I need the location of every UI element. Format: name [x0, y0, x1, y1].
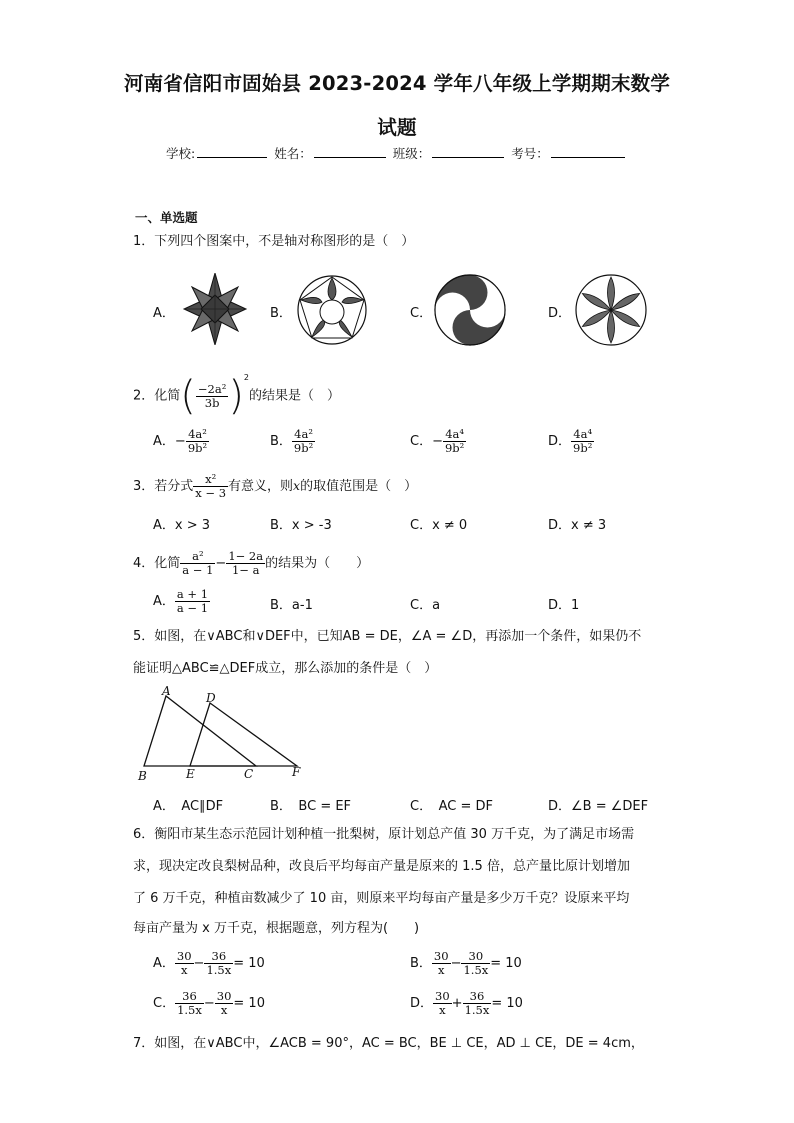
label-e: E [186, 767, 195, 781]
numerator: 36 [204, 950, 233, 964]
q2-option-a[interactable] [153, 428, 209, 455]
equals: = 10 [233, 996, 265, 1011]
option-label: D． [548, 434, 572, 449]
question-6-line-4: 每亩产量为 x 万千克，根据题意，列方程为( ) [133, 921, 420, 936]
option-label: A． [153, 434, 175, 449]
minus-sign: − [432, 434, 443, 449]
numerator: 4a⁴ [443, 428, 466, 442]
denominator: 1.5x [177, 1003, 202, 1017]
denominator: 9b² [573, 441, 593, 455]
number-label: 考号： [511, 146, 549, 161]
question-7-line-1: 7．如图，在∨ABC中，∠ACB = 90°，AC = BC，BE ⊥ CE，AD ⊥ CE，DE = 4cm， [133, 1036, 644, 1051]
q6-option-d[interactable] [410, 990, 523, 1017]
question-6-line-1: 6．衡阳市某生态示范园计划种植一批梨树，原计划总产值 30 万千克，为了满足市场需 [133, 827, 635, 842]
operator: − [193, 956, 205, 971]
section-heading: 一、单选题 [135, 210, 198, 225]
option-label: B． [270, 434, 292, 449]
q3-variable: x [293, 478, 301, 493]
operator: + [451, 996, 463, 1011]
minus-sign: − [174, 434, 186, 449]
q3-option-d[interactable]: D．x ≠ 3 [548, 518, 607, 533]
question-3-stem [133, 473, 417, 500]
q3-suffix: 有意义，则 [228, 479, 294, 494]
numerator: a + 1 [176, 587, 209, 601]
q3-prefix: 3．若分式 [133, 479, 194, 494]
denominator: 9b² [187, 441, 208, 455]
q2-prefix: 2．化简 [133, 388, 181, 404]
pentagon-petal-circle-icon [296, 274, 368, 346]
question-5-line-2: 能证明△ABC≌△DEF成立，那么添加的条件是（ ） [133, 661, 438, 676]
label-c: C [244, 767, 254, 781]
q5-triangles-figure [134, 686, 309, 786]
question-1-stem: 1．下列四个图案中，不是轴对称图形的是（ ） [133, 234, 415, 249]
eight-point-star-icon [176, 273, 254, 345]
q2-option-c[interactable] [410, 428, 466, 455]
option-label: A． [153, 594, 175, 609]
denominator: 9b² [293, 441, 314, 455]
page-title-line2: 试题 [377, 116, 417, 139]
school-label: 学校: [166, 146, 196, 161]
numerator: 36 [463, 990, 492, 1004]
numerator: x² [193, 473, 228, 487]
q2-denominator: 3b [204, 395, 220, 410]
label-d: D [206, 691, 216, 705]
option-label: C． [410, 434, 433, 449]
denominator: x − 3 [195, 486, 227, 500]
label-b: B [138, 769, 147, 783]
q2-numerator: −2a² [197, 381, 227, 396]
equals: = 10 [490, 956, 522, 971]
numerator: 1− 2a [228, 549, 264, 563]
number-field[interactable] [551, 145, 625, 158]
name-field[interactable] [314, 145, 386, 158]
numerator: 4a⁴ [571, 428, 594, 442]
q2-option-b[interactable] [270, 428, 315, 455]
numerator: 36 [175, 990, 204, 1004]
q3-fraction [193, 473, 228, 500]
denominator: x [439, 1003, 446, 1017]
name-label: 姓名： [274, 146, 312, 161]
option-label: D． [410, 996, 434, 1011]
q4-fraction-2 [226, 550, 265, 577]
q5-option-c[interactable]: C． AC = DF [410, 799, 493, 814]
q2-suffix: 的结果是（ ） [249, 388, 341, 404]
denominator: x [180, 963, 188, 977]
q6-option-b[interactable] [410, 950, 522, 977]
question-4-stem [133, 550, 369, 577]
option-label: A． [153, 956, 175, 971]
class-label: 班级： [392, 146, 431, 161]
label-a: A [162, 686, 171, 698]
q6-option-c[interactable] [153, 990, 265, 1017]
numerator: 30 [176, 949, 192, 963]
q1-option-b-label: B． [270, 306, 292, 321]
denominator: x [220, 1003, 228, 1017]
q1-option-d-label: D． [548, 306, 572, 321]
q3-option-c[interactable]: C．x ≠ 0 [410, 518, 468, 533]
denominator: 1− a [231, 563, 260, 577]
question-5-line-1: 5．如图，在∨ABC和∨DEF中，已知AB = DE，∠A = ∠D，再添加一个条件，如果仍不 [133, 629, 642, 644]
denominator: a − 1 [182, 563, 214, 577]
numerator: 30 [461, 950, 490, 964]
q4-suffix: 的结果为（ ） [265, 556, 370, 571]
q4-option-b[interactable]: B．a-1 [270, 598, 313, 613]
q4-prefix: 4．化简 [133, 556, 181, 571]
option-label: B． [410, 956, 432, 971]
equals: = 10 [491, 996, 523, 1011]
six-petal-flower-icon [574, 273, 648, 347]
page-title: 河南省信阳市固始县 2023-2024 学年八年级上学期期末数学 [123, 72, 671, 95]
q4-option-a[interactable] [153, 588, 210, 615]
q4-option-c[interactable]: C．a [410, 598, 441, 613]
q5-option-a[interactable]: A． AC∥DF [153, 799, 224, 814]
q2-fraction [196, 383, 228, 410]
class-field[interactable] [432, 145, 504, 158]
q5-option-b[interactable]: B． BC = EF [270, 799, 352, 814]
question-2-stem: 2．化简( $\frac{\text{−2a²}}{3b}$ )$^2$的结果是（ ） [133, 373, 341, 419]
denominator: 1.5x [463, 963, 489, 977]
numerator: a² [180, 550, 215, 564]
denominator: 9b² [444, 441, 465, 455]
denominator: a − 1 [176, 601, 209, 615]
q3-option-a[interactable]: A．x > 3 [153, 518, 211, 533]
q4-option-d[interactable]: D．1 [548, 598, 580, 613]
student-info-row [166, 144, 628, 162]
numerator: 30 [435, 989, 450, 1003]
numerator: 30 [216, 989, 232, 1003]
denominator: x [437, 963, 445, 977]
q6-option-a[interactable] [153, 950, 265, 977]
label-f: F [292, 765, 301, 779]
q2-option-d[interactable] [548, 428, 594, 455]
question-6-line-3: 了 6 万千克，种植亩数减少了 10 亩，则原来平均每亩产量是多少万千克？设原来平均 [133, 891, 630, 906]
triangle-abc [144, 696, 256, 766]
question-6-line-2: 求，现决定改良梨树品种，改良后平均每亩产量是原来的 1.5 倍，总产量比原计划增加 [133, 859, 630, 874]
operator: − [450, 956, 462, 971]
q5-option-d[interactable]: D．∠B = ∠DEF [548, 799, 649, 814]
q1-option-a-label: A． [153, 306, 175, 321]
denominator: 1.5x [464, 1003, 490, 1017]
denominator: 1.5x [206, 963, 232, 977]
q1-option-c-label: C． [410, 306, 433, 321]
minus-sign: − [215, 556, 227, 571]
school-field[interactable] [197, 145, 267, 158]
equals: = 10 [233, 956, 265, 971]
numerator: 30 [433, 949, 449, 963]
q3-suffix2: 的取值范围是（ ） [300, 479, 418, 494]
operator: − [203, 996, 215, 1011]
q4-fraction-1 [180, 550, 215, 577]
q2-exponent: 2 [243, 373, 250, 383]
q3-option-b[interactable]: B．x > -3 [270, 518, 332, 533]
swirl-circle-icon [433, 273, 507, 347]
numerator: 4a² [292, 428, 315, 442]
option-label: C． [153, 996, 176, 1011]
numerator: 4a² [186, 428, 209, 442]
